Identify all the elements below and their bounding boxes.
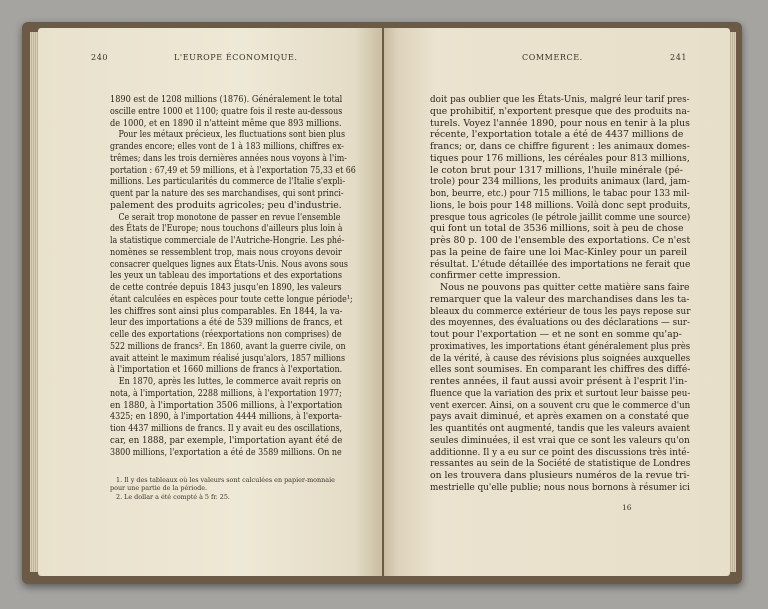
text-line: que prohibitif, n'exportent presque que des produits na- [430, 105, 690, 117]
text-line: oscille entre 1000 et 1100; quatre fois il reste au-dessous [110, 105, 343, 117]
text-line: confirmer cette impression. [430, 270, 561, 282]
right-running-head: COMMERCE. [522, 53, 583, 62]
text-line: trêmes; dans les trois dernières années nous voyons à l'im- [110, 152, 347, 164]
text-line: doit pas oublier que les États-Unis, malgré leur tarif pres- [430, 94, 690, 105]
text-line: turels. Voyez l'année 1890, pour nous en tenir à la plus [430, 117, 690, 129]
text-line: avait atteint le maximum réalisé jusqu'alors, 1857 millions [110, 352, 346, 364]
text-line: de cette contrée depuis 1843 jusqu'en 1890, les valeurs [110, 282, 342, 293]
text-line: millions. Les particularités du commerce de l'Italie s'expli- [110, 176, 345, 188]
text-line: vent exercer. Ainsi, on a souvent cru que le commerce d'un [430, 399, 691, 411]
text-line: la statistique commerciale de l'Autriche-Hongrie. Les phé- [110, 235, 345, 246]
text-line: trole) pour 234 millions, les produits animaux (lard, jam- [430, 176, 690, 188]
left-page-number: 240 [91, 53, 109, 62]
text-line: celle des exportations (réexportations non comprises) de [110, 329, 342, 340]
text-line: le coton brut pour 1317 millions, l'huile minérale (pé- [430, 164, 683, 176]
text-line: les quantités ont augmenté, tandis que les valeurs avaient [430, 423, 691, 434]
text-line: francs; or, dans ce chiffre figurent : les animaux domes- [430, 141, 690, 152]
text-line: près 80 p. 100 de l'ensemble des exportations. Ce n'est [430, 235, 691, 246]
text-line: lions, le bois pour 148 millions. Voilà donc sept produits, [430, 199, 691, 211]
text-line: nomènes se ressemblent trop, mais nous croyons devoir [110, 246, 342, 258]
text-line: ressantes au sein de la Société de statistique de Londres [430, 458, 691, 470]
text-line: proximatives, les importations étant généralement plus près [430, 340, 691, 352]
text-line: additionne. Il y a eu sur ce point des discussions très inté- [430, 446, 690, 458]
text-line: à l'importation et 1660 millions de francs à l'exportation. [110, 364, 343, 376]
text-line: car, en 1888, par exemple, l'importation ayant été de [110, 434, 343, 446]
text-line: les chiffres sont ainsi plus comparables. En 1844, la va- [110, 305, 343, 317]
text-line: 522 millions de francs². En 1860, avant la guerre civile, on [110, 340, 346, 352]
text-line: presque tous agricoles (le pétrole jaillit comme une source) [430, 211, 691, 223]
left-body-text [110, 94, 356, 458]
text-line: qui font un total de 3536 millions, soit à peu de chose [430, 223, 684, 235]
text-line: de la vérité, à cause des révisions plus soignées auxquelles [430, 352, 691, 364]
text-line: en 1880, à l'importation 3506 millions, à l'exportation [110, 399, 343, 411]
text-line: elles sont soumises. En comparant les chiffres des diffé- [430, 364, 691, 376]
text-line: En 1870, après les luttes, le commerce avait repris on [118, 376, 342, 387]
text-line: seules diminuées, il est vrai que ce sont les valeurs qu'on [430, 434, 690, 446]
text-line: fluence que la variation des prix et surtout leur baisse peu- [430, 387, 691, 399]
text-line: Pour les métaux précieux, les fluctuations sont bien plus [118, 129, 346, 141]
text-line: tion 4437 millions de francs. Il y avait eu des oscillations, [110, 423, 343, 434]
text-line: nota, à l'importation, 2288 millions, à l'exportation 1977; [110, 387, 342, 399]
text-line: mestrielle qu'elle publie; nous nous bornons à résumer ici [430, 481, 690, 493]
text-line: pas la peine de faire une loi Mac-Kinley pour un pareil [430, 246, 688, 258]
text-line: 4325; en 1890, à l'importation 4444 millions, à l'exporta- [110, 411, 342, 423]
text-line: portation : 67,49 et 59 millions, et à l'exportation 75,33 et 66 [110, 164, 356, 176]
text-line: grandes encore; elles vont de 1 à 183 millions, chiffres ex- [110, 141, 344, 152]
text-line: pays avait diminué, et après examen on a constaté que [430, 411, 689, 423]
text-line: Ce serait trop monotone de passer en revue l'ensemble [118, 211, 341, 223]
left-running-head: L'EUROPE ÉCONOMIQUE. [174, 53, 298, 62]
text-line: bon, beurre, etc.) pour 715 millions, le tabac pour 133 mil- [430, 188, 690, 199]
text-line: rentes années, il faut aussi avoir présent à l'esprit l'in- [430, 376, 688, 387]
text-line: de 1000, et en 1890 il n'atteint même que 893 millions. [110, 117, 342, 129]
text-line: les yeux un tableau des importations et des exportations [110, 270, 342, 282]
text-line: 1890 est de 1208 millions (1876). Généralement le total [110, 94, 343, 105]
text-line: tiques pour 176 millions, les céréales pour 813 millions, [430, 152, 690, 164]
text-line: 3800 millions, l'exportation a été de 3589 millions. On ne [110, 446, 342, 458]
text-line: Nous ne pouvons pas quitter cette matière sans faire [439, 282, 690, 293]
text-line: consacrer quelques lignes aux États-Unis. Nous avons sous [110, 258, 348, 270]
text-line: étant calculées en espèces pour toute cette longue période¹; [110, 293, 353, 305]
text-line: bleaux du commerce extérieur de tous les pays repose sur [430, 305, 691, 317]
text-line: quent par la nature des ses marchandises, qui sont princi- [110, 188, 344, 199]
text-line: leur des importations a été de 539 millions de francs, et [110, 317, 343, 329]
footnote-1-cont: pour une partie de la période. [110, 484, 208, 492]
text-line: des moyennes, des évaluations ou des déclarations — sur- [430, 317, 691, 329]
text-line: tout pour l'exportation — et ne sont en somme qu'ap- [430, 329, 682, 340]
text-line: remarquer que la valeur des marchandises dans les ta- [430, 293, 690, 305]
right-body-text [430, 94, 690, 494]
text-line: résultat. L'étude détaillée des importations ne ferait que [430, 258, 691, 270]
text-line: récente, l'exportation totale a été de 4437 millions de [430, 129, 684, 141]
text-line: palement des produits agricoles; peu d'industrie. [110, 199, 342, 211]
right-page-number: 241 [670, 53, 688, 62]
text-line: on les trouvera dans plusieurs numéros de la revue tri- [430, 470, 690, 481]
footnote-1: 1. Il y des tableaux où les valeurs sont calculées en papier-monnaie [116, 476, 335, 484]
footnote-2: 2. Le dollar a été compté à 5 fr. 25. [116, 493, 230, 501]
signature-mark: 16 [622, 503, 632, 512]
text-line: des États de l'Europe; nous touchons d'ailleurs plus loin à [110, 223, 343, 235]
